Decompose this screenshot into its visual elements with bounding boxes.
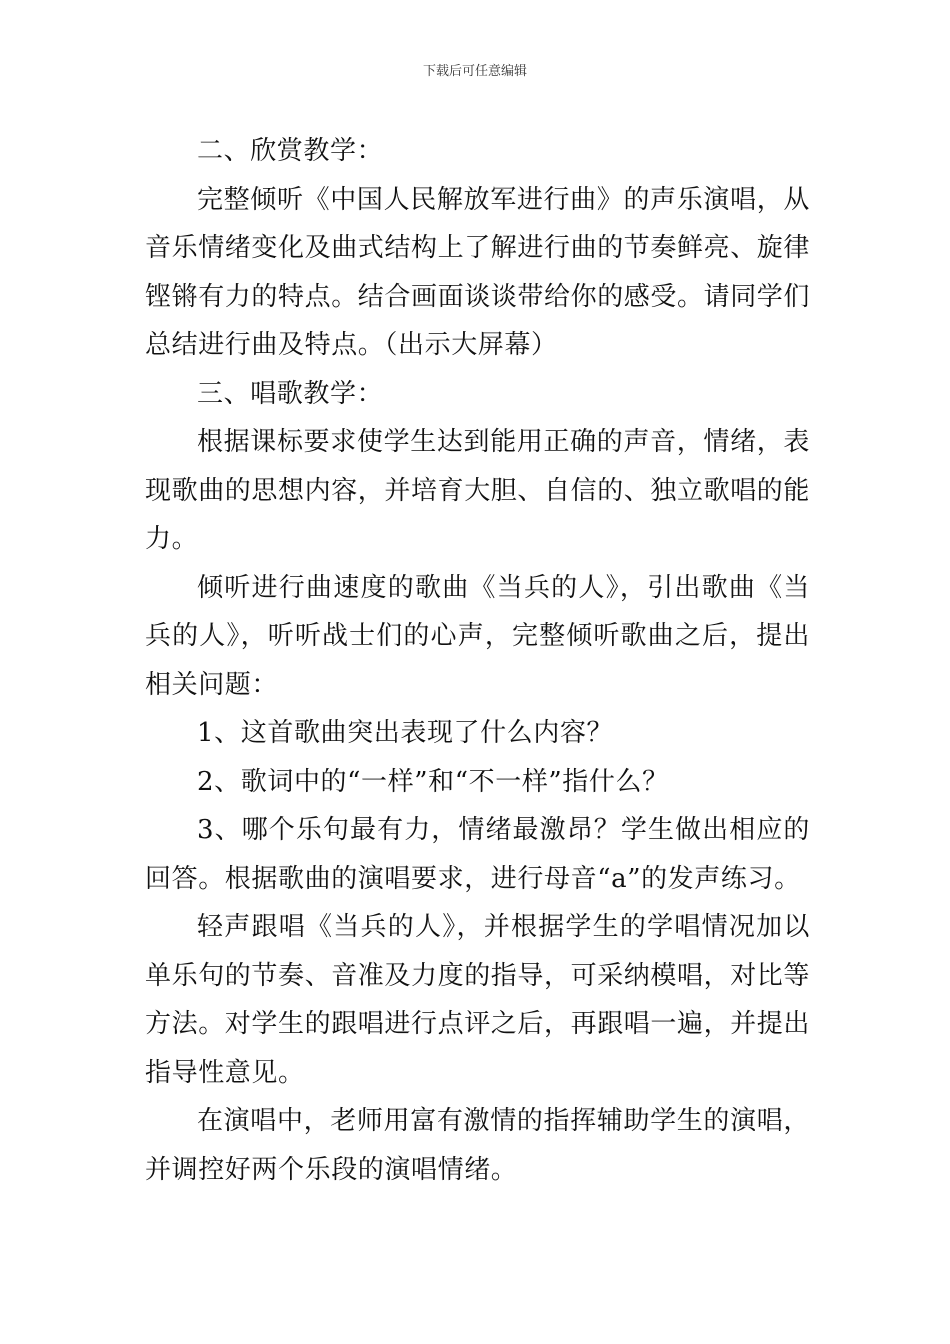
question-item-2: 2、歌词中的“一样”和“不一样”指什么？ bbox=[197, 766, 669, 797]
paragraph-conducting: 在演唱中，老师用富有激情的指挥辅助学生的演唱，并调控好两个乐段的演唱情绪。 bbox=[145, 1106, 810, 1185]
paragraph-listen-song: 倾听进行曲速度的歌曲《当兵的人》，引出歌曲《当兵的人》，听听战士们的心声，完整倾听歌曲之后，提出相关问题： bbox=[145, 572, 810, 700]
paragraph-sing-along: 轻声跟唱《当兵的人》，并根据学生的学唱情况加以单乐句的节奏、音准及力度的指导，可采纳模唱，对比等方法。对学生的跟唱进行点评之后，再跟唱一遍，并提出指导性意见。 bbox=[145, 912, 811, 1088]
section-heading-singing: 三、唱歌教学： bbox=[197, 378, 384, 409]
paragraph-curriculum-goal: 根据课标要求使学生达到能用正确的声音，情绪，表现歌曲的思想内容，并培育大胆、自信的、独立歌唱的能力。 bbox=[145, 427, 811, 554]
paragraph-appreciation-text: 完整倾听《中国人民解放军进行曲》的声乐演唱，从音乐情绪变化及曲式结构上了解进行曲的节奏鲜亮、旋律铿锵有力的特点。结合画面谈谈带给你的感受。请同学们总结进行曲及特点。（出示大屏幕） bbox=[145, 184, 811, 360]
question-item-3: 3、哪个乐句最有力，情绪最激昂？学生做出相应的回答。根据歌曲的演唱要求，进行母音“a”的发声练习。 bbox=[145, 815, 810, 894]
question-item-1: 1、这首歌曲突出表现了什么内容？ bbox=[197, 718, 614, 748]
document-body bbox=[145, 127, 810, 1194]
page-header-note: 下载后可任意编辑 bbox=[422, 64, 527, 79]
section-heading-appreciation: 二、欣赏教学： bbox=[197, 136, 384, 166]
